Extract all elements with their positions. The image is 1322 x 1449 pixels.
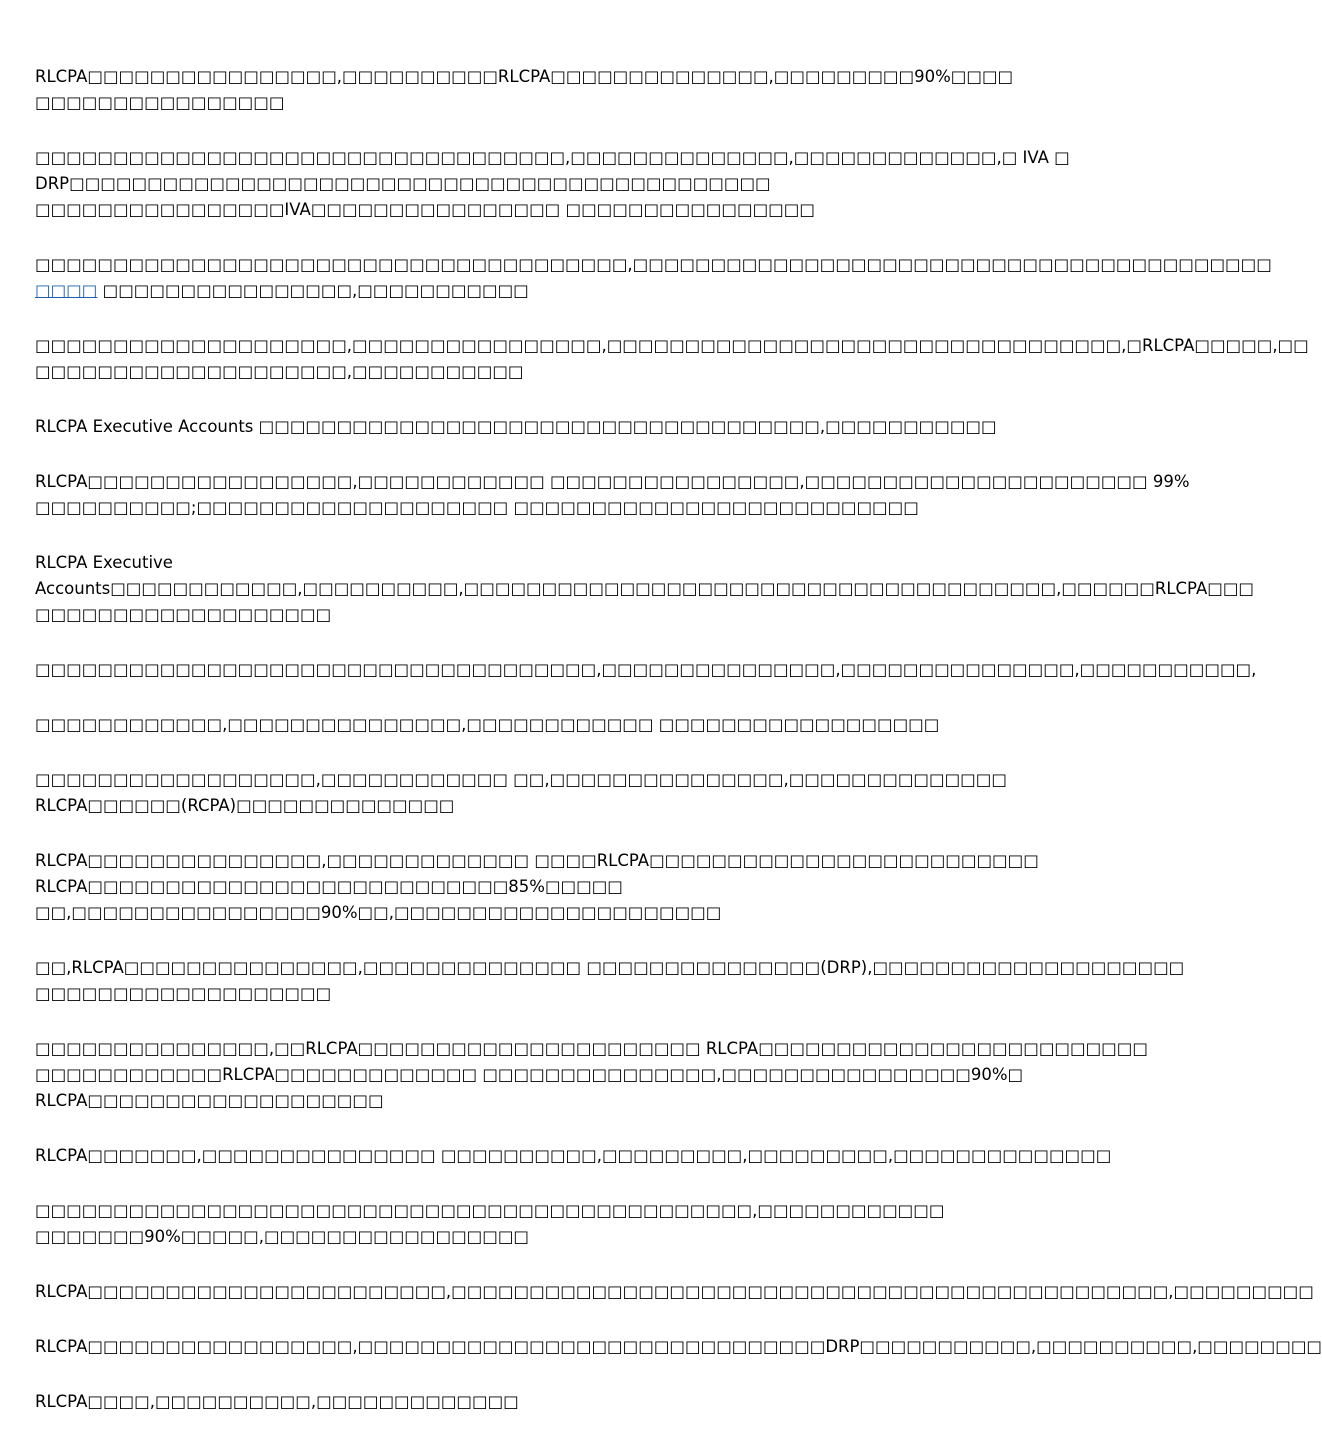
paragraph-10 — [35, 767, 1007, 819]
text-line: □□,□□□□□□□□□□□□□□□□90%□□,□□□□□□□□□□□□□□□□□□□□□ — [35, 903, 722, 922]
text-line: □□□□□□□□□□□□□□□□□□□□□□□□□□□□□□□□□□,□□□□□□□□□□□□□□,□□□□□□□□□□□□□,□ IVA □ — [35, 148, 1070, 167]
text-line: RLCPA□□□□,□□□□□□□□□□,□□□□□□□□□□□□□ — [35, 1392, 519, 1411]
text-line: □□,RLCPA□□□□□□□□□□□□□□□,□□□□□□□□□□□□□□ □□□□□□□□□□□□□□□(DRP),□□□□□□□□□□□□□□□□□□□□ — [35, 958, 1185, 977]
paragraph-3 — [35, 252, 1272, 304]
text-line: □□□□□□□□□□□□□□□□□□□□,□□□□□□□□□□□ — [35, 362, 524, 381]
paragraph-6 — [35, 469, 1190, 521]
paragraph-17 — [35, 1334, 1322, 1360]
text-line: RLCPA□□□□□□□□□□□□□□□□□□□ — [35, 1091, 384, 1110]
text-line-with-link — [35, 278, 990, 304]
text-line: □□□□□□□□□□□□RLCPA□□□□□□□□□□□□□ □□□□□□□□□□□□□□□,□□□□□□□□□□□□□□□□90%□ — [35, 1065, 1024, 1084]
paragraph-7 — [35, 550, 1254, 628]
paragraph-1 — [35, 64, 1014, 116]
text-line: □□□□□□□□□□□□□□□□□□□□□□□□□□□□□□□□□□□□,□□□□□□□□□□□□□□□,□□□□□□□□□□□□□□□,□□□□□□□□□□□, — [35, 660, 1257, 679]
text-line: RLCPA□□□□□□□□□□□□□□□□□,□□□□□□□□□□□□□□□□□□□□□□□□□□□□□□DRP□□□□□□□□□□□,□□□□□□□□□□,□□□□□□□□ — [35, 1337, 1322, 1356]
text-line: □□□□□□□□□□;□□□□□□□□□□□□□□□□□□□□ □□□□□□□□□□□□□□□□□□□□□□□□□□ — [35, 498, 919, 517]
text-line: □□□□□□□□□□□□□□□□□□□ — [35, 984, 332, 1003]
text-line: □□□□□□□□□□□□,□□□□□□□□□□□□□□□,□□□□□□□□□□□□ □□□□□□□□□□□□□□□□□□ — [35, 715, 940, 734]
text-line: □□□□□□□90%□□□□□,□□□□□□□□□□□□□□□□□ — [35, 1227, 530, 1246]
paragraph-8 — [35, 657, 1257, 683]
text-line: □□□□□□□□□□□□□□□□IVA□□□□□□□□□□□□□□□□ □□□□□□□□□□□□□□□□ — [35, 200, 815, 219]
paragraph-2 — [35, 145, 1070, 223]
text-line: RLCPA□□□□□□□,□□□□□□□□□□□□□□□ □□□□□□□□□□,□□□□□□□□□,□□□□□□□□□,□□□□□□□□□□□□□□ — [35, 1146, 1112, 1165]
text-line: DRP□□□□□□□□□□□□□□□□□□□□□□□□□□□□□□□□□□□□□□□□□□□□□ — [35, 174, 771, 193]
paragraph-4 — [35, 333, 1309, 385]
paragraph-5 — [35, 414, 997, 440]
paragraph-15 — [35, 1198, 990, 1250]
text-line: RLCPA□□□□□□□□□□□□□□□□,□□□□□□□□□□RLCPA□□□□□□□□□□□□□□,□□□□□□□□□90%□□□□ — [35, 67, 1014, 86]
text-line: RLCPA□□□□□□□□□□□□□□□□□,□□□□□□□□□□□□ □□□□□□□□□□□□□□□□,□□□□□□□□□□□□□□□□□□□□□□ 99% — [35, 472, 1190, 491]
text-line: □□□□□□□□□□□□□□□,□□RLCPA□□□□□□□□□□□□□□□□□□□□□□ RLCPA□□□□□□□□□□□□□□□□□□□□□□□□□ — [35, 1039, 1148, 1058]
text-line: RLCPA□□□□□□□□□□□□□□□□□□□□□□□□□□□85%□□□□□ — [35, 877, 623, 896]
text-line: RLCPA Executive Accounts □□□□□□□□□□□□□□□□□□□□□□□□□□□□□□□□□□□□,□□□□□□□□□□□ — [35, 417, 997, 436]
text-line: □□□□□□□□□□□□□□□□□□□ — [35, 605, 332, 624]
text-after-link: □□□□□□□□□□□□□□□□,□□□□□□□□□□□ — [97, 281, 529, 300]
paragraph-9 — [35, 712, 990, 738]
text-line: RLCPA Executive — [35, 553, 173, 572]
text-line: □□□□□□□□□□□□□□□□□□,□□□□□□□□□□□□ □□,□□□□□□□□□□□□□□□,□□□□□□□□□□□□□□ — [35, 770, 1007, 789]
text-line: Accounts□□□□□□□□□□□□,□□□□□□□□□□,□□□□□□□□□□□□□□□□□□□□□□□□□□□□□□□□□□□□□□,□□□□□□RLCPA□□□ — [35, 579, 1254, 598]
paragraph-12 — [35, 955, 1185, 1007]
paragraph-13 — [35, 1036, 1148, 1114]
text-line: RLCPA□□□□□□□□□□□□□□□□□□□□□□□,□□□□□□□□□□□□□□□□□□□□□□□□□□□□□□□□□□□□□□□□□□□□□□,□□□□□□□□□ — [35, 1282, 1314, 1301]
text-line: □□□□□□□□□□□□□□□□□□□□□□□□□□□□□□□□□□□□□□□□□□□□□□,□□□□□□□□□□□□ — [35, 1201, 945, 1220]
text-line: □□□□□□□□□□□□□□□□□□□□□□□□□□□□□□□□□□□□□□,□□□□□□□□□□□□□□□□□□□□□□□□□□□□□□□□□□□□□□□□□ — [35, 255, 1272, 274]
text-line: RLCPA□□□□□□□□□□□□□□□,□□□□□□□□□□□□□ □□□□RLCPA□□□□□□□□□□□□□□□□□□□□□□□□□ — [35, 851, 1039, 870]
text-line: □□□□□□□□□□□□□□□□□□□□,□□□□□□□□□□□□□□□□,□□□□□□□□□□□□□□□□□□□□□□□□□□□□□□□□□,□RLCPA□□□□□,□□ — [35, 336, 1309, 355]
inline-link[interactable]: □□□□ — [35, 281, 98, 300]
paragraph-18 — [35, 1389, 990, 1415]
paragraph-16 — [35, 1279, 1314, 1305]
paragraph-14 — [35, 1143, 1112, 1169]
paragraph-11 — [35, 848, 1039, 926]
document-body — [35, 64, 1322, 1444]
text-line: □□□□□□□□□□□□□□□□ — [35, 93, 285, 112]
text-line: RLCPA□□□□□□(RCPA)□□□□□□□□□□□□□□ — [35, 796, 455, 815]
